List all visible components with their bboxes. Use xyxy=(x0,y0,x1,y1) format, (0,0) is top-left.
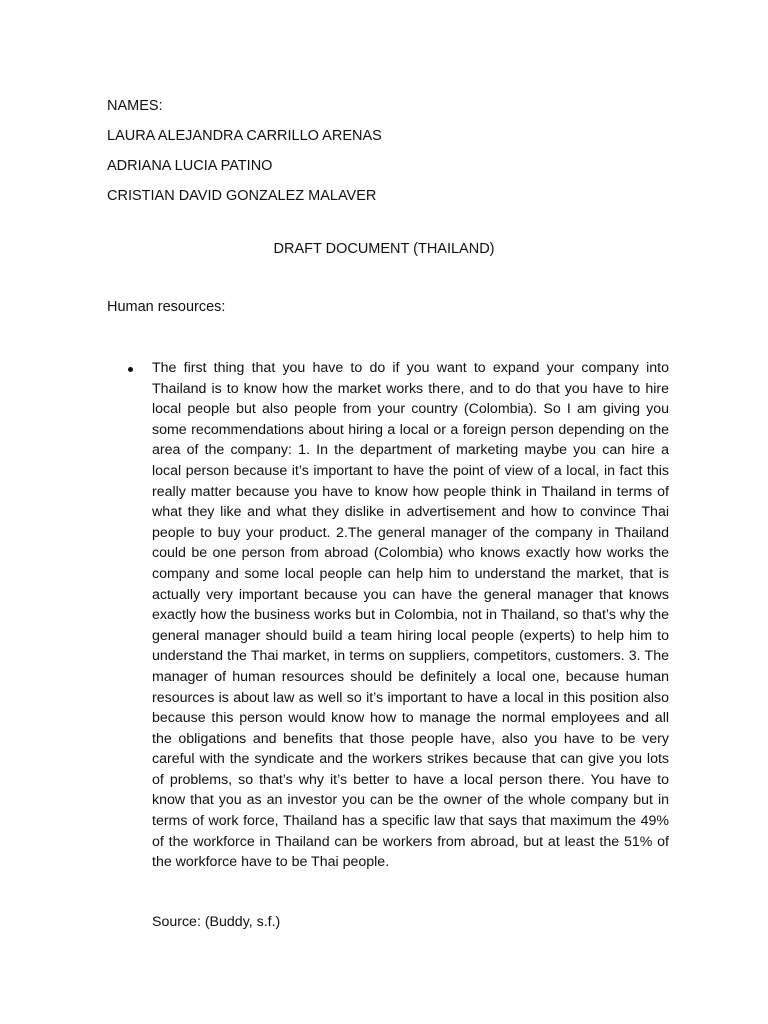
section-heading: Human resources: xyxy=(107,299,226,315)
names-label: NAMES: xyxy=(107,98,163,114)
author-name: CRISTIAN DAVID GONZALEZ MALAVER xyxy=(107,188,377,204)
names-block xyxy=(107,91,382,211)
bullet-paragraph: The first thing that you have to do if you want to expand your company into Thailand is to know how the market works there, and to do that you have to hire local people but also people from your country (Colombia). So I am giving you some recommendations about hiring a local or a foreign person depending on the area of the company: 1. In the department of marketing maybe you can hire a local person because it’s important to have the point of view of a local, in fact this really matter because you have to know how people think in Thailand in terms of what they like and what they dislike in advertisement and how to convince Thai people to buy your product. 2.The general manager of the company in Thailand could be one person from abroad (Colombia) who knows exactly how works the company and some local people can help him to understand the market, that is actually very important because you can have the general manager that knows exactly how the business works but in Colombia, not in Thailand, so that’s why the general manager should build a team hiring local people (experts) to help him to understand the Thai market, in terms on suppliers, competitors, customers. 3. The manager of human resources should be definitely a local one, because human resources is about law as well so it’s important to have a local in this position also because this person would know how to manage the normal employees and all the obligations and benefits that those people have, also you have to be very careful with the syndicate and the workers strikes because that can give you lots of problems, so that’s why it’s better to have a local person there. You have to know that you as an investor you can be the owner of the whole company but in terms of work force, Thailand has a specific law that says that maximum the 49% of the workforce in Thailand can be workers from abroad, but at least the 51% of the workforce have to be Thai people. xyxy=(152,360,669,871)
bullet-icon xyxy=(128,367,133,372)
document-title: DRAFT DOCUMENT (THAILAND) xyxy=(273,241,495,257)
author-name: ADRIANA LUCIA PATINO xyxy=(107,158,273,174)
author-name: LAURA ALEJANDRA CARRILLO ARENAS xyxy=(107,128,382,144)
source-citation: Source: (Buddy, s.f.) xyxy=(152,914,281,930)
